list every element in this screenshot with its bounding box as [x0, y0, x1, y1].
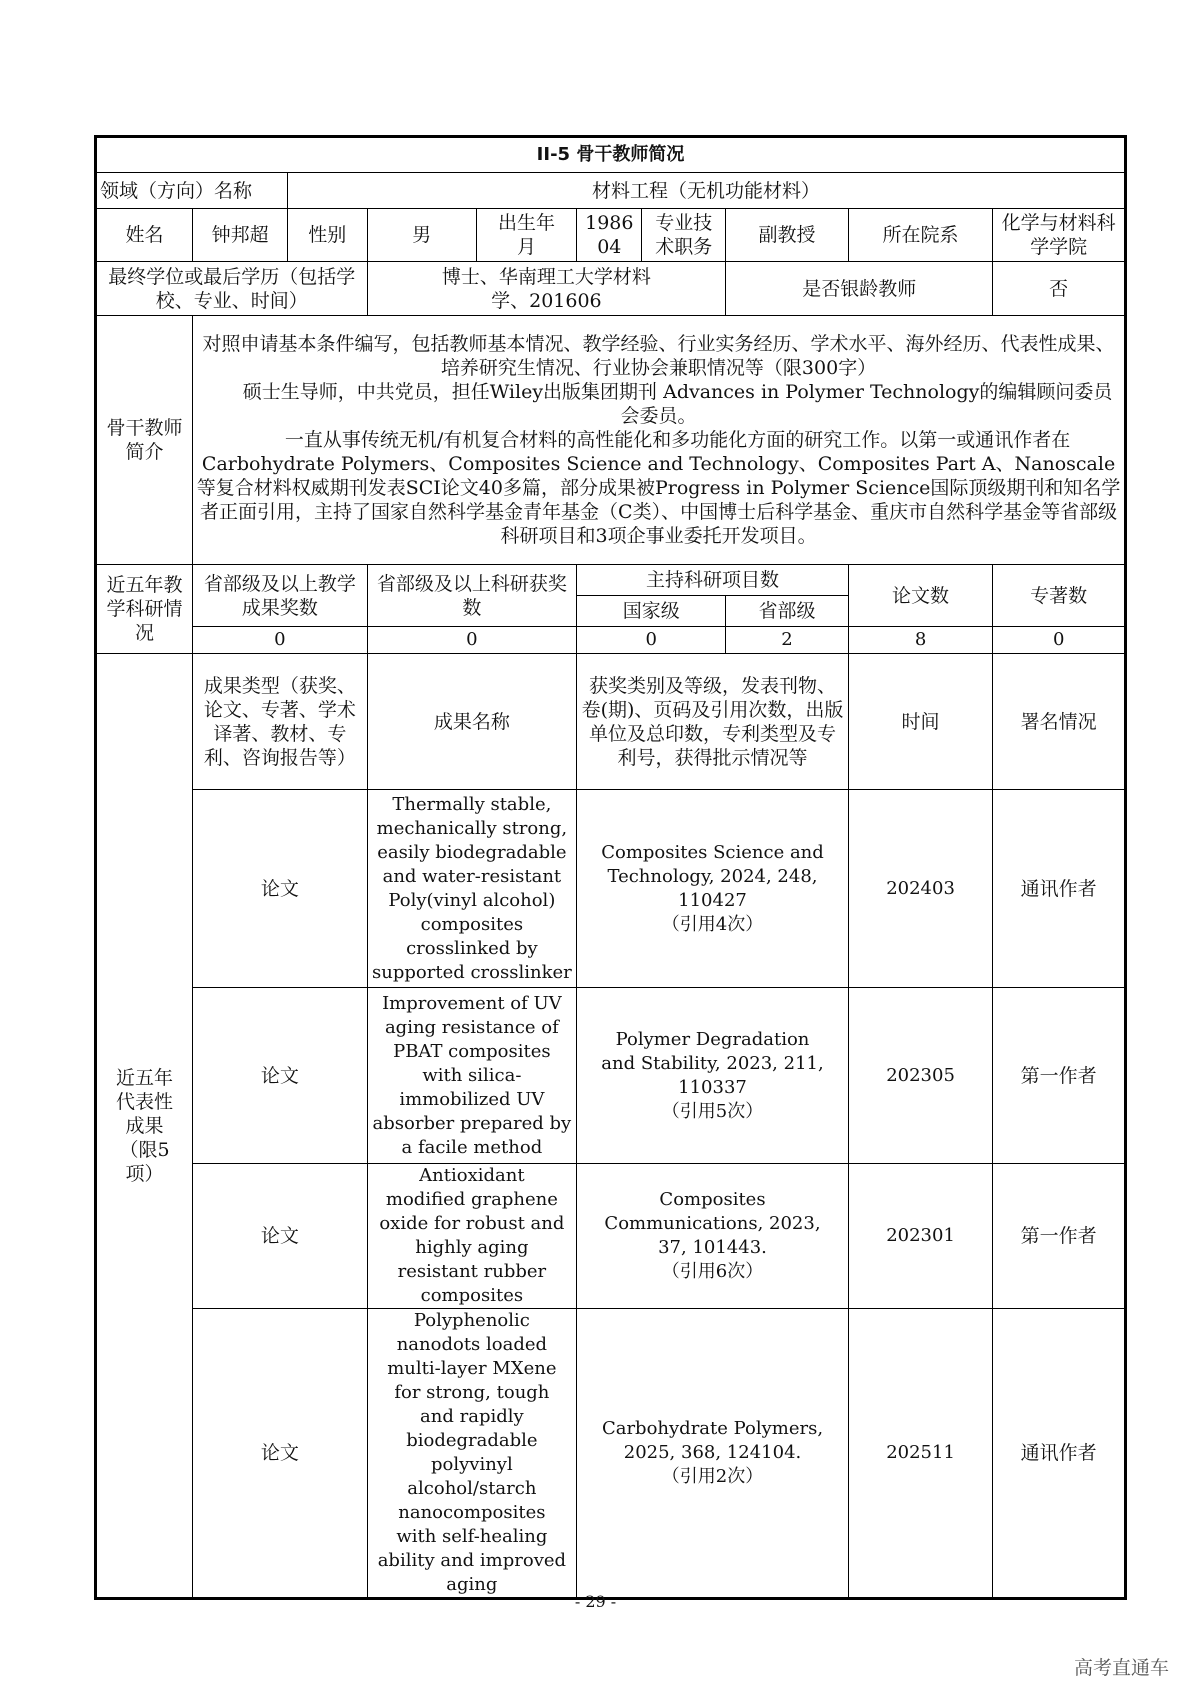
- output-name: Improvement of UV aging resistance of PBAT composites with silica-immobilized UV absorber prepared by a facile method: [367, 988, 577, 1164]
- stats-label: 近五年教学科研情况: [96, 565, 193, 654]
- bio-label: 骨干教师简介: [96, 316, 193, 565]
- stats-provincial-value: 2: [726, 627, 849, 654]
- output-sign: 第一作者: [993, 1164, 1126, 1309]
- degree-value: 博士、华南理工大学材料学、201606: [367, 262, 726, 316]
- stats-papers-header: 论文数: [848, 565, 993, 627]
- output-citations: （引用6次）: [661, 1261, 764, 1282]
- birth-label: 出生年月: [476, 209, 576, 262]
- dept-value: 化学与材料科学学院: [993, 209, 1126, 262]
- stats-national-header: 国家级: [577, 596, 726, 627]
- output-detail: [577, 790, 849, 988]
- title-label: 专业技术职务: [642, 209, 726, 262]
- outputs-detail-header: 获奖类别及等级，发表刊物、卷(期)、页码及引用次数，出版单位及总印数，专利类型及专利号，获得批示情况等: [577, 654, 849, 790]
- field-value: 材料工程（无机功能材料）: [288, 173, 1126, 209]
- outputs-name-header: 成果名称: [367, 654, 577, 790]
- output-name: Polyphenolic nanodots loaded multi-layer MXene for strong, tough and rapidly biodegradable polyvinyl alcohol/starch nanocomposites with self-healing ability and improved aging: [367, 1309, 577, 1599]
- output-citations: （引用5次）: [661, 1100, 764, 1122]
- output-detail: [577, 1164, 849, 1309]
- title-value: 副教授: [726, 209, 849, 262]
- bio-paragraph-1: 硕士生导师，中共党员，担任Wiley出版集团期刊 Advances in Polymer Technology的编辑顾问委员会委员。: [242, 381, 1113, 427]
- silver-value: 否: [993, 262, 1126, 316]
- stats-national-value: 0: [577, 627, 726, 654]
- output-time: 202403: [848, 790, 993, 988]
- outputs-sign-header: 署名情况: [993, 654, 1126, 790]
- output-sign: 第一作者: [993, 988, 1126, 1164]
- silver-label: 是否银龄教师: [726, 262, 993, 316]
- field-label: 领域（方向）名称: [96, 173, 288, 209]
- bio-paragraph-2: 一直从事传统无机/有机复合材料的高性能化和多功能化方面的研究工作。以第一或通讯作者在Carbohydrate Polymers、Composites Science and Technology、Composites Part A、Nanoscale等复合材料权威期刊发表SCI论文40多篇，部分成果被Progress in Polymer Science国际顶级期刊和知名学者正面引用，主持了国家自然科学基金青年基金（C类）、中国博士后科学基金、重庆市自然科学基金等省部级科研项目和3项企事业委托开发项目。: [196, 429, 1121, 547]
- bio-content: [193, 316, 1126, 565]
- section-title: II-5 骨干教师简况: [96, 137, 1126, 173]
- stats-books-header: 专著数: [993, 565, 1126, 627]
- birth-value: 198604: [577, 209, 642, 262]
- outputs-time-header: 时间: [848, 654, 993, 790]
- dept-label: 所在院系: [848, 209, 993, 262]
- table-row: [96, 988, 1126, 1164]
- table-row: [96, 1164, 1126, 1309]
- output-publication: Carbohydrate Polymers, 2025, 368, 124104.: [601, 1418, 824, 1463]
- name-label: 姓名: [96, 209, 193, 262]
- stats-papers-value: 8: [848, 627, 993, 654]
- output-detail: [577, 988, 849, 1164]
- stats-research-header: 省部级及以上科研获奖数: [367, 565, 577, 627]
- output-time: 202301: [848, 1164, 993, 1309]
- output-name: Antioxidant modified graphene oxide for robust and highly aging resistant rubber composites: [367, 1164, 577, 1309]
- output-name: Thermally stable, mechanically strong, easily biodegradable and water-resistant Poly(vinyl alcohol) composites crosslinked by supported crosslinker: [367, 790, 577, 988]
- bio-instruction: 对照申请基本条件编写，包括教师基本情况、教学经验、行业实务经历、学术水平、海外经历、代表性成果、培养研究生情况、行业协会兼职情况等（限300字）: [202, 333, 1115, 379]
- output-detail: [577, 1309, 849, 1599]
- name-value: 钟邦超: [193, 209, 288, 262]
- output-sign: 通讯作者: [993, 790, 1126, 988]
- output-publication: Composites Communications, 2023, 37, 101443.: [604, 1189, 821, 1258]
- stats-research-value: 0: [367, 627, 577, 654]
- watermark: 高考直通车: [1073, 1657, 1169, 1679]
- outputs-label: 近五年代表性成果（限5项）: [96, 654, 193, 1599]
- output-publication: Composites Science and Technology, 2024, 248, 110427: [601, 841, 824, 911]
- output-time: 202305: [848, 988, 993, 1164]
- output-citations: （引用2次）: [661, 1466, 764, 1487]
- outputs-type-header: 成果类型（获奖、论文、专著、学术译著、教材、专利、咨询报告等）: [193, 654, 367, 790]
- output-time: 202511: [848, 1309, 993, 1599]
- stats-teach-value: 0: [193, 627, 367, 654]
- stats-projects-header: 主持科研项目数: [577, 565, 849, 596]
- gender-value: 男: [367, 209, 476, 262]
- output-type: 论文: [193, 1164, 367, 1309]
- output-type: 论文: [193, 790, 367, 988]
- stats-provincial-header: 省部级: [726, 596, 849, 627]
- teacher-profile-table: [94, 135, 1127, 1600]
- output-publication: Polymer Degradation and Stability, 2023, 211, 110337: [601, 1028, 824, 1098]
- output-type: 论文: [193, 1309, 367, 1599]
- stats-books-value: 0: [993, 627, 1126, 654]
- stats-teach-header: 省部级及以上教学成果奖数: [193, 565, 367, 627]
- page-number: - 29 -: [574, 1592, 617, 1611]
- output-type: 论文: [193, 988, 367, 1164]
- table-row: [96, 1309, 1126, 1599]
- gender-label: 性别: [288, 209, 367, 262]
- output-sign: 通讯作者: [993, 1309, 1126, 1599]
- output-citations: （引用4次）: [661, 913, 764, 935]
- table-row: [96, 790, 1126, 988]
- degree-label: 最终学位或最后学历（包括学校、专业、时间）: [96, 262, 368, 316]
